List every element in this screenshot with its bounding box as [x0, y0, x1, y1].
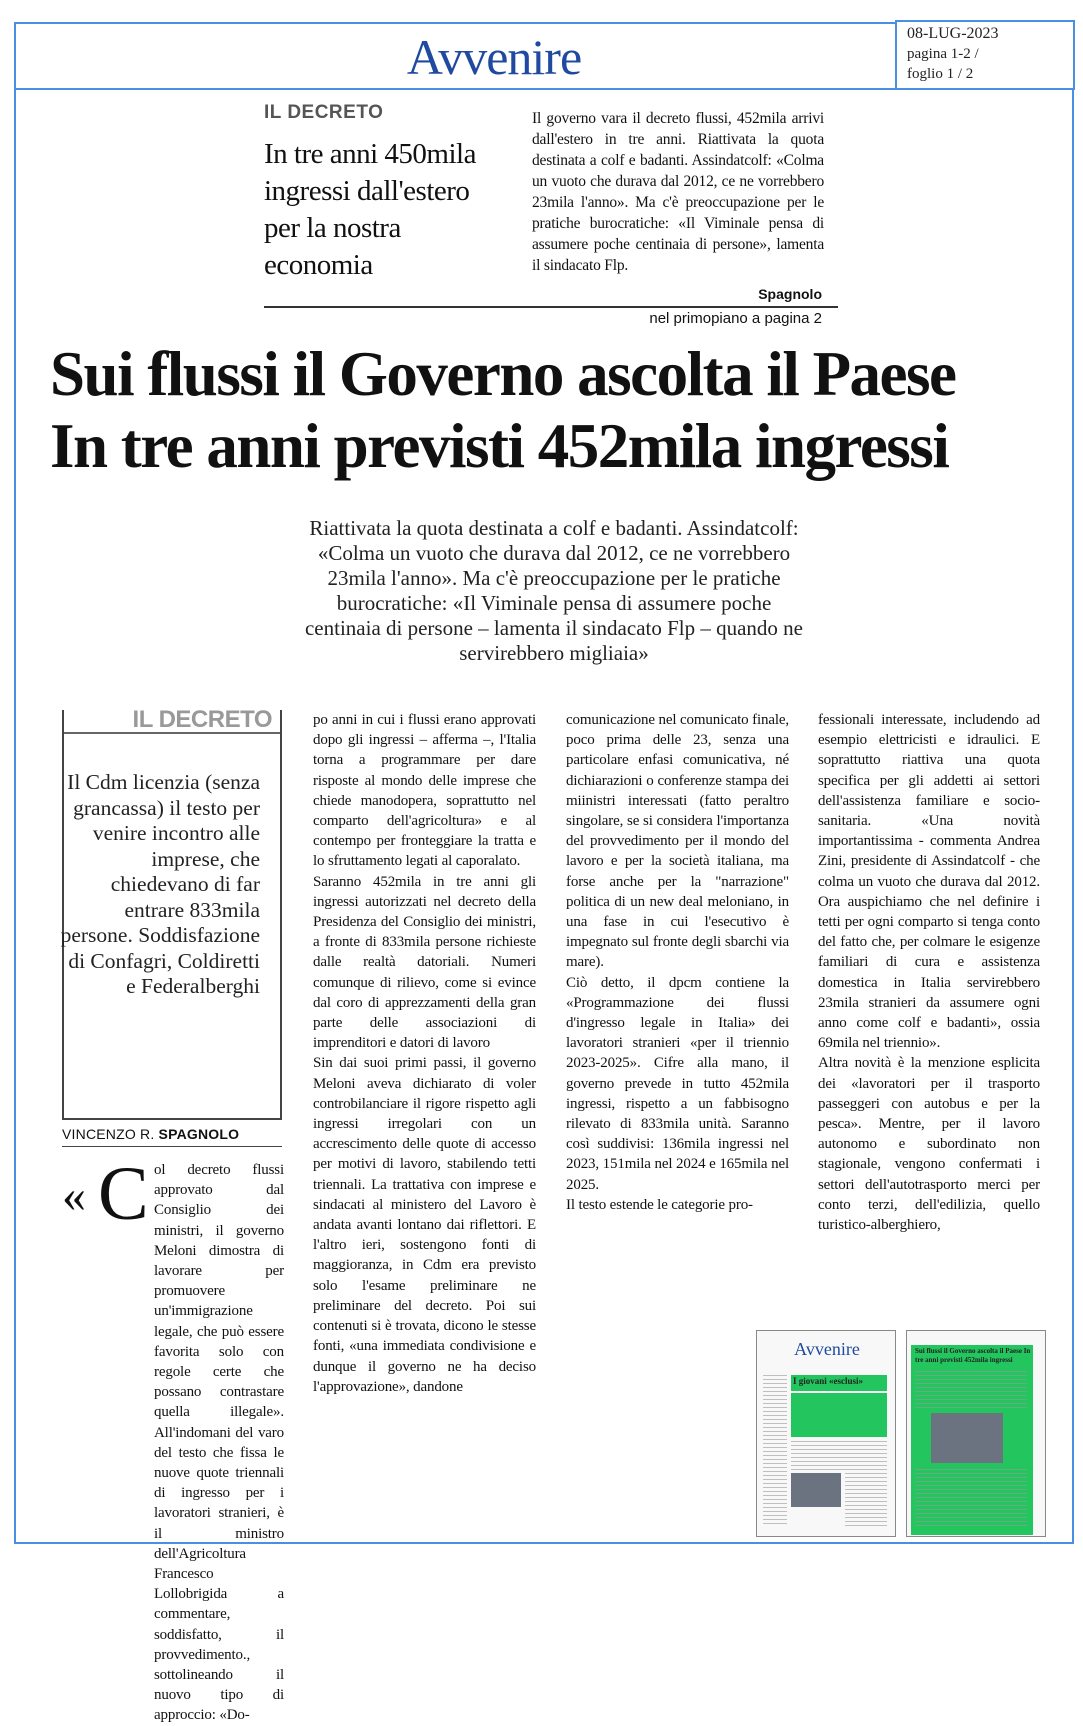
thumbnail-headline: Sui flussi il Governo ascolta il Paese In tre anni previsti 452mila ingressi [915, 1347, 1031, 1364]
article-paragraph: po anni in cui i flussi erano approvati dopo gli ingressi – afferma –, l'Italia torna a programmare per dare risposte al mondo delle imprese che chiede manodopera, soprattutto nel comparto dell'agricoltura» e al contempo per fronteggiare la tratta e lo sfruttamento legati al caporalato. [313, 712, 536, 870]
thumbnail-text [915, 1371, 1027, 1409]
teaser-headline [264, 136, 514, 284]
teaser-headline-line: per la nostra economia [264, 212, 401, 281]
article-column-4 [818, 710, 1040, 1235]
dropcap-letter: C [98, 1152, 149, 1236]
teaser-summary: Il governo vara il decreto flussi, 452mila arrivi dall'estero in tre anni. Riattivata la quota destinata a colf e badanti. Assindatcolf: «Colma un vuoto che durava dal 2012, ce ne vorrebbero 23mila l'anno». Ma c'è preoccupazione per le pratiche burocratiche: «Il Viminale pensa di assumere poche centinaia di persone», lamenta il sindacato Flp. [532, 110, 824, 274]
article-paragraph: Sin dai suoi primi passi, il governo Meloni aveva dichiarato di voler controbilanciare il rigore rispetto agli ingressi irregolari con un accrescimento delle quote di accesso per motivi di lavoro, stabilendo tetti triennali. La trattativa con imprese e sindacati al ministero del Lavoro è andata avanti lontano dai riflettori. E l'altro ieri, sostengono fonti di maggioranza, in Cdm era previsto solo l'esame preliminare ne preliminare del decreto. Poi sui contenuti si è trovata, dicono le stesse fonti, «una immediata condivisione e dunque il governo ne ha deciso l'approvazione», dandone [313, 1055, 536, 1395]
teaser-author: Spagnolo [758, 286, 822, 302]
article-column-1 [62, 1152, 284, 1726]
page-thumbnails [756, 1330, 1052, 1540]
dropcap-area [62, 1152, 284, 1246]
thumbnail-page-2 [906, 1330, 1046, 1537]
subheadline: Riattivata la quota destinata a colf e badanti. Assindatcolf: «Colma un vuoto che durava dal 2012, ce ne vorrebbero 23mila l'anno». Ma c'è preoccupazione per le pratiche burocratiche: «Il Viminale pensa di assumere poche centinaia di persone – lamenta il sindacato Flp – quando ne servirebbero migliaia» [304, 516, 804, 665]
sidebar-text: Il Cdm licenzia (senza grancassa) il testo per venire incontro alle imprese, che chiedevano di far entrare 833mila persone. Soddisfazione di Confagri, Coldiretti e Federalberghi [60, 770, 260, 998]
article-paragraph: Altra novità è la menzione esplicita dei «lavoratori per il trasporto passeggeri con autobus e per la pesca». Mentre, per il lavoro autonomo e subordinato non stagionale, vengono confermati i settori dell'autotrasporto merci per conto terzi, dell'edilizia, quello turistico-alberghiero, [818, 1055, 1040, 1234]
byline-last: SPAGNOLO [158, 1126, 240, 1142]
article-paragraph: Ciò detto, il dpcm contiene la «Programmazione dei flussi d'ingresso legale in Italia» dei lavoratori stranieri «per il triennio 2023-2025». Cifre alla mano, il governo prevede in tutto 452mila ingressi, rispetto a un fabbisogno rilevato di 833mila unità. Saranno così suddivisi: 136mila ingressi nel 2023, 151mila nel 2024 e 165mila nel 2025. [566, 974, 789, 1193]
teaser-headline-line: ingressi dall'estero [264, 175, 470, 207]
thumbnail-photo [791, 1473, 841, 1507]
teaser-tag: IL DECRETO [264, 102, 384, 123]
article-paragraph: ol decreto flussi approvato dal Consiglio dei ministri, il governo Meloni dimostra di lavorare per promuovere un'immigrazione legale, che può essere favorita solo con regole certe che possano contrastare quella illegale». All'indomani del varo del testo che fissa le nuove quote triennali di ingresso per i lavoratori stranieri, è il ministro dell'Agricoltura Francesco Lollobrigida a commentare, soddisfatto, il provvedimento., sottolineando il nuovo tipo di approccio: «Do- [154, 1162, 284, 1724]
stamp-sheet: foglio 1 / 2 [907, 66, 974, 82]
thumbnail-highlight [791, 1393, 887, 1437]
headline-line-2: In tre anni previsti 452mila ingressi [50, 411, 949, 481]
sidebar-tag: IL DECRETO [132, 706, 272, 733]
teaser-divider [264, 306, 838, 308]
teaser-page-reference: nel primopiano a pagina 2 [649, 310, 822, 327]
article-paragraph: comunicazione nel comunicato finale, poco prima delle 23, senza una particolare enfasi comunicativa, né dichiarazioni o conferenze stampa dei miinistri interessati (fatto peraltro singolare, se si considera l'importanza del provvedimento per il mondo del lavoro e per la società italiana, ma forse anche per la "narrazione" politica di un new deal meloniano, in una fase in cui l'esecutivo è impegnato sul fronte degli sbarchi via mare). [566, 712, 789, 971]
opening-quote: « [62, 1169, 86, 1222]
sidebar-box [60, 706, 282, 1120]
masthead-logo: Avvenire [406, 29, 582, 85]
byline-first: VINCENZO R. [62, 1126, 155, 1142]
main-headline [50, 338, 1050, 482]
stamp-date: 08-LUG-2023 [907, 25, 999, 42]
thumbnail-photo [931, 1413, 1003, 1463]
thumbnail-text [845, 1473, 887, 1527]
byline-rule [62, 1146, 282, 1147]
teaser-block [264, 102, 839, 281]
article-column-3 [566, 710, 789, 1215]
article-paragraph: Saranno 452mila in tre anni gli ingressi autorizzati nel decreto della Presidenza del Consiglio dei ministri, a fronte di 833mila persone richieste dalle realtà datoriali. Numeri comunque di rilievo, come si evince dal coro di apprezzamenti della gran parte delle associazioni di imprenditori e datori di lavoro [313, 873, 536, 1052]
thumbnail-text [763, 1375, 787, 1525]
article-column-2 [313, 710, 536, 1397]
thumbnail-text [915, 1469, 1027, 1529]
byline [62, 1126, 239, 1142]
thumbnail-headline: I giovani «esclusi» [793, 1376, 864, 1386]
thumbnail-masthead: Avvenire [794, 1339, 860, 1359]
header [14, 22, 1074, 90]
article-paragraph: fessionali interessate, includendo ad esempio elettricisti e idraulici. E soprattutto riattiva una quota specifica per gli addetti ai settori dell'assistenza familiare e socio-sanitaria. «Una novità importantissima - commenta Andrea Zini, presidente di Assindatcolf - che colma un vuoto che durava dal 2012. Ora auspichiamo che nel definire i tetti per ogni comparto si tenga conto del fatto che, per colmare le esigenze familiari di cura e assistenza domestica in Italia servirebbero 23mila stranieri da assumere ogni anno come colf e badanti», ossia 69mila nel triennio». [818, 712, 1040, 1052]
stamp-page: pagina 1-2 / [907, 46, 979, 62]
thumbnail-page-1 [756, 1330, 896, 1537]
teaser-headline-line: In tre anni 450mila [264, 138, 476, 170]
headline-line-1: Sui flussi il Governo ascolta il Paese [50, 339, 956, 409]
article-paragraph: Il testo estende le categorie pro- [566, 1196, 753, 1213]
thumbnail-text [791, 1441, 887, 1471]
date-stamp [895, 20, 1075, 90]
